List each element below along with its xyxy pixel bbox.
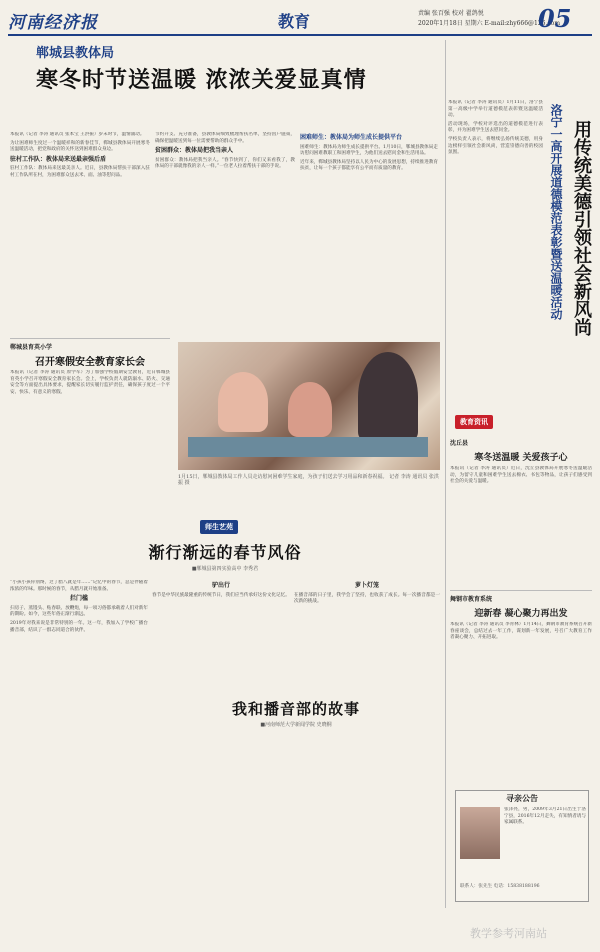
missing-person-notice — [455, 790, 589, 902]
right-feature-headline-2: 用传统美德引领社会新风尚 — [571, 120, 592, 336]
short-news-body: 本报讯（记者 李涛 通讯员 原学军）为了加强学校假期安全教育，近日郸城县育英小学召开寒假安全教育家长会。会上，学校负责人就防溺水、防火、交通安全等方面提出具体要求，提醒家长切实履行监护责任，确保孩子度过一个平安、快乐、有意义的寒假。 — [10, 370, 170, 395]
missing-person-title: 寻亲公告 — [506, 793, 538, 803]
lead-paragraph: 节约开支、充分准备，县教体局细致梳理帮扶名单，坚持因户施策，确保把温暖送到每一位需要帮助的群众手中。 — [155, 132, 295, 144]
culture-author-1: ■郸城县第四实验高中 李秀君 — [191, 566, 259, 572]
lead-column-2 — [155, 132, 295, 332]
divider — [10, 338, 170, 339]
right-feature-paragraph: 活动现场，学校对评选出的道德模范进行表彰，并为困难学生送去慰问金。 — [448, 121, 543, 134]
short-news-school: 郸城县育英小学 — [10, 344, 53, 351]
culture-paragraph: 2019年对我来说是非常特别的一年。这一年，我加入了学校广播台播音部，结识了一群志同道合的伙伴。 — [10, 620, 148, 633]
short-news-headline: 召开寒假安全教育家长会 — [35, 357, 145, 368]
lead-byline: 本报讯（记者 李涛 通讯员 张本宝 王洪振）岁末时节，温情涌动。 — [10, 132, 145, 137]
page-number: 05 — [538, 4, 572, 33]
lead-subheading: 驻村工作队：教体局来送最亲强后盾 — [10, 155, 107, 163]
culture-author-2: ■河南师范大学新闻学院 史晓桐 — [260, 722, 332, 728]
lead-headline: 寒冬时节送温暖 浓浓关爱显真情 — [36, 67, 367, 93]
section-title: 教育 — [278, 12, 311, 31]
date-line: 2020年1月18日 星期六 E-mail:zhy666@126.com — [418, 20, 561, 27]
watermark: 教学参考河南站 — [470, 928, 547, 940]
lead-kicker: 郸城县教体局 — [36, 46, 115, 61]
lead-photo — [178, 342, 440, 470]
short-news — [10, 342, 170, 505]
culture-tag: 师生艺苑 — [200, 520, 238, 534]
culture-column-2 — [152, 580, 290, 690]
culture-column-3 — [294, 580, 440, 690]
editors-line: 责编 张百强 校对 翟鸽悦 — [418, 10, 484, 17]
missing-person-contact: 联系人：张先生 电话：15838188196 — [460, 884, 540, 889]
right-news-1-body: 本报讯（记者 李涛 通讯员）近日，沈丘县教体局开展寒冬送温暖活动，为留守儿童和困难学生送去棉衣、书包等物品，让孩子们感受到社会的关爱与温暖。 — [450, 466, 592, 485]
right-feature-paragraph: 学校负责人表示，将继续弘扬传统美德，用身边榜样引领社会新风尚，营造崇德向善的校园氛围。 — [448, 136, 543, 156]
lead-article — [8, 42, 478, 94]
right-feature-headline-1: 洛宁一高开展道德模范表彰暨送温暖活动 — [549, 104, 563, 320]
lead-paragraph: 困难师生：教体局为师生成长提供平台。1月10日，郸城县教体局走访慰问困难教职工和困难学生，为他们送去慰问金和生活用品。 — [300, 144, 438, 157]
culture-paragraph: 春节是中华民族最隆重的传统节日，我们应当传承好这份文化记忆。 — [152, 592, 290, 598]
table-surface — [188, 437, 428, 457]
lead-paragraph: 驻村工作队：教体局来送最美亲人。近日，县教体局帮扶干部深入驻村工作队所在村，为困难群众送去米、面、油等慰问品。 — [10, 166, 150, 178]
right-news-2-body: 本报讯（记者 李涛 通讯员 李青林）1月14日，舞钢市教育系统召开新春座谈会，总结过去一年工作，谋划新一年发展，号召广大教育工作者凝心聚力、开拓进取。 — [450, 622, 592, 641]
right-feature — [448, 40, 592, 420]
missing-person-body: 张泽亮，男，2009年3月21日出生于洛宁县，2016年12月走失，有知情者请与家属联系。 — [504, 807, 586, 826]
news-tag: 教育资讯 — [455, 415, 493, 429]
lead-column-3 — [300, 132, 438, 332]
lead-paragraph: 近年来，郸城县教体局坚持以人民为中心的发展思想，持续推进教育扶贫，让每一个孩子都能享有公平而有质量的教育。 — [300, 159, 438, 172]
lead-column-1 — [10, 132, 150, 340]
culture-story-2 — [152, 698, 440, 728]
masthead — [8, 6, 592, 36]
child-figure — [288, 382, 332, 437]
culture-title-1: 渐行渐远的春节风俗 — [148, 543, 302, 562]
culture-title-2: 我和播音部的故事 — [231, 700, 360, 718]
newspaper-logo: 河南经济报 — [8, 13, 98, 33]
lead-subheading: 贫困群众：教体局把我当亲人 — [155, 147, 234, 155]
divider — [450, 590, 592, 591]
lead-paragraph: 为让困难师生度过一个温暖祥和的新春佳节，郸城县教体局开展寒冬送温暖活动，把党和政府的关怀送到困难群众身边。 — [10, 140, 150, 153]
right-news-1-headline: 寒冬送温暖 关爱孩子心 — [474, 453, 568, 463]
missing-person-photo — [460, 807, 500, 859]
adult-figure — [358, 352, 418, 442]
culture-subheading: 萝卜灯笼 — [354, 582, 379, 589]
right-news-2-headline: 迎新春 凝心聚力再出发 — [474, 609, 568, 619]
photo-credit: 记者 李涛 通讯员 张洪振 摄 — [178, 474, 439, 486]
culture-paragraph: “小孩小孩你别馋，过了腊八就是年……”记忆中的春节，总是伴随着浓浓的年味。那时候的春节，从腊月就开始准备。 — [10, 580, 148, 592]
culture-subheading: 驴出行 — [211, 582, 230, 589]
culture-subheading: 拦门槛 — [69, 595, 88, 603]
child-figure — [218, 372, 268, 432]
right-feature-body — [448, 100, 543, 400]
culture-paragraph: 在播音部的日子里，我学会了坚持，也收获了成长。每一次播音都是一次新的挑战。 — [294, 592, 440, 605]
right-news-1 — [450, 438, 592, 586]
photo-caption-text: 1月15日，郸城县教体局工作人员走访慰问困难学生家庭，为孩子们送去学习用品和新春祝福。 — [178, 474, 388, 480]
culture-paragraph: 扫房子、蒸馒头、贴春联、放鞭炮，每一项习俗都承载着人们对新年的期盼。如今，这些年俗正渐行渐远。 — [10, 605, 148, 618]
lead-subheading: 困难师生：教体局为师生成长提供平台 — [300, 134, 403, 141]
right-news-2 — [450, 594, 592, 792]
culture-column-1 — [10, 580, 148, 910]
column-divider — [445, 40, 446, 908]
right-news-2-place: 舞钢市教育系统 — [450, 596, 493, 603]
right-feature-paragraph: 本报讯（记者 李涛 通讯员）1月11日，洛宁县第一高级中学举行道德模范表彰暨送温暖活动。 — [448, 100, 543, 119]
photo-caption — [178, 474, 440, 486]
culture-section — [10, 540, 440, 572]
right-news-1-place: 沈丘县 — [450, 440, 469, 447]
lead-paragraph: 贫困群众：教体局把我当亲人。“春节快到了，你们又来看我了，教体局的干部就像我的亲人一样。”一位老人拉着帮扶干部的手说。 — [155, 157, 295, 170]
